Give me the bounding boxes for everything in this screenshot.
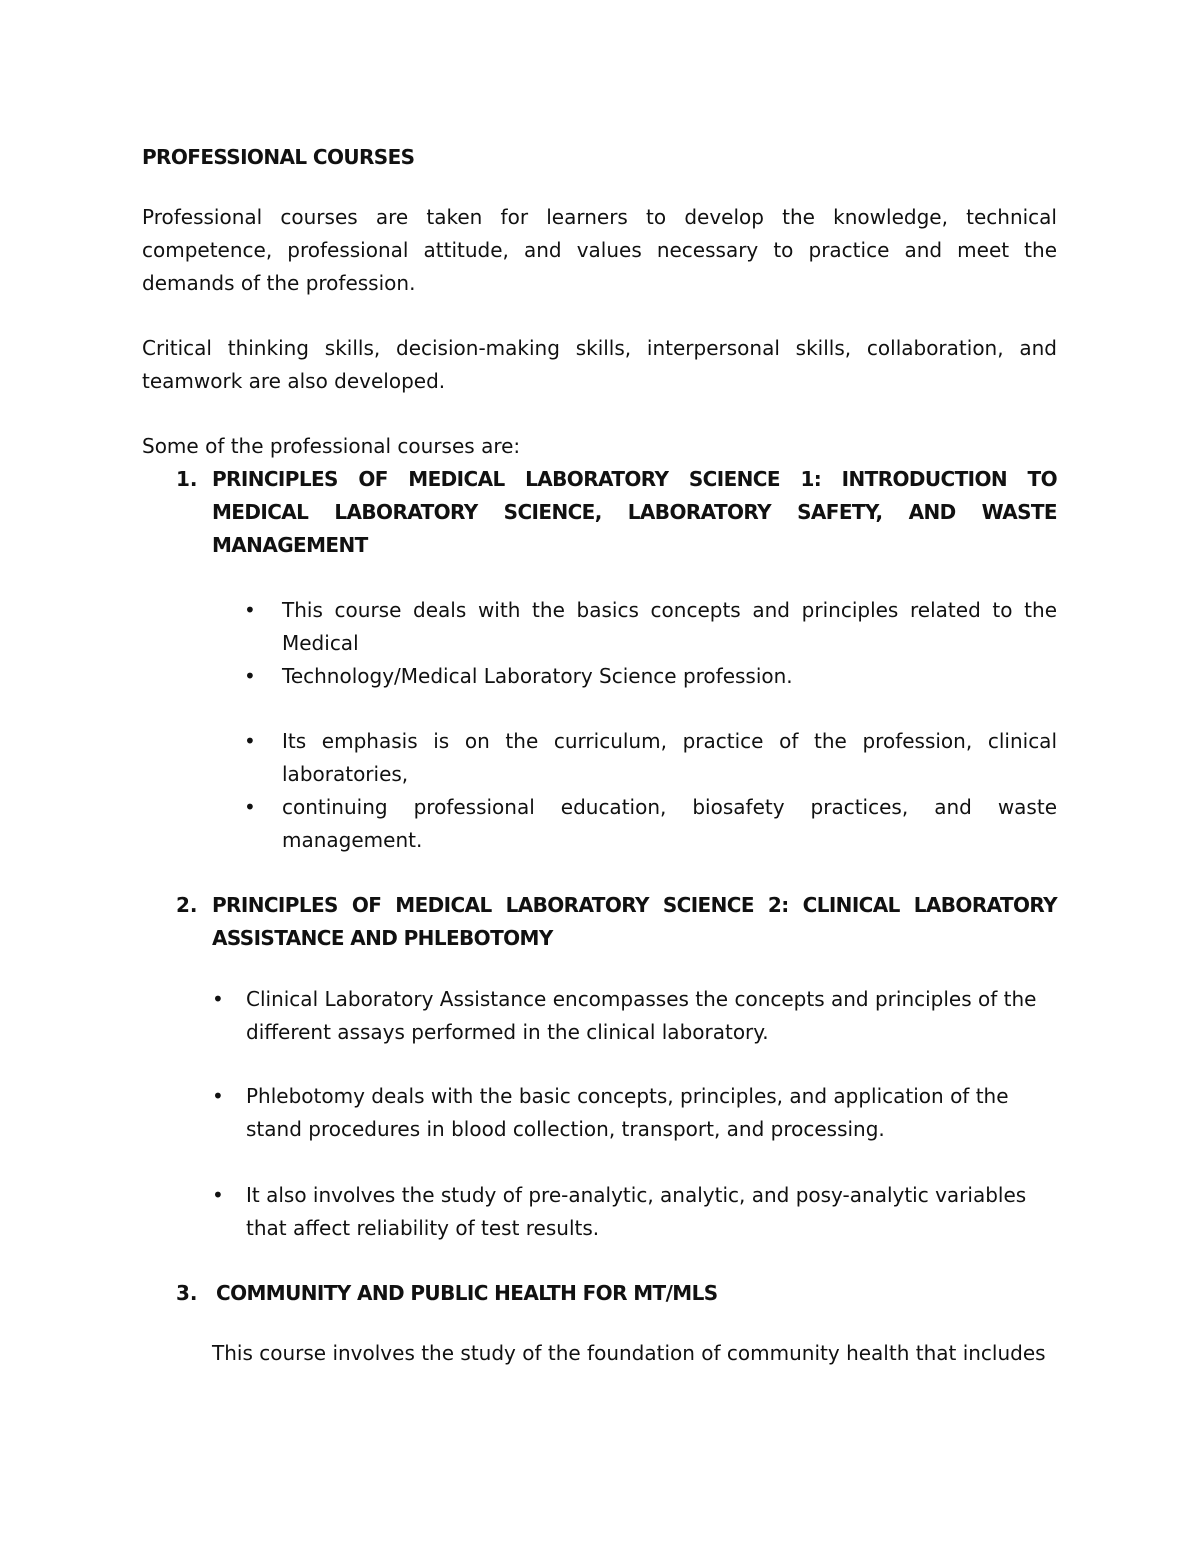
course-number: 2.	[176, 893, 198, 917]
skills-paragraph: Critical thinking skills, decision-making skills, interpersonal skills, collaboration, and teamwork are also developed.	[142, 336, 1057, 393]
list-item: This course deals with the basics concepts and principles related to the Medical	[282, 598, 1057, 655]
list-item: Technology/Medical Laboratory Science profession.	[282, 664, 793, 688]
intro-paragraph: Professional courses are taken for learners to develop the knowledge, technical competence, professional attitude, and values necessary to practice and meet the demands of the profession.	[142, 205, 1057, 295]
bullet-icon: •	[212, 1183, 224, 1207]
course-title: PRINCIPLES OF MEDICAL LABORATORY SCIENCE 2: CLINICAL LABORATORY ASSISTANCE AND PHLEBOTOMY	[212, 893, 1057, 950]
bullet-icon: •	[244, 598, 256, 622]
list-item: Its emphasis is on the curriculum, practice of the profession, clinical laboratories,	[282, 729, 1057, 786]
list-item: Clinical Laboratory Assistance encompasses the concepts and principles of the different assays performed in the clinical laboratory.	[246, 987, 1037, 1044]
list-intro: Some of the professional courses are:	[142, 434, 521, 458]
list-item: It also involves the study of pre-analytic, analytic, and posy-analytic variables that affect reliability of test results.	[246, 1183, 1027, 1240]
course-number: 1.	[176, 467, 198, 491]
course-title: PRINCIPLES OF MEDICAL LABORATORY SCIENCE 1: INTRODUCTION TO MEDICAL LABORATORY SCIENCE, LABORATORY SAFETY, AND WASTE MANAGEMENT	[212, 467, 1057, 557]
course-title: COMMUNITY AND PUBLIC HEALTH FOR MT/MLS	[216, 1281, 718, 1305]
list-item: Phlebotomy deals with the basic concepts, principles, and application of the stand procedures in blood collection, transport, and processing.	[246, 1084, 1009, 1141]
course-description: This course involves the study of the foundation of community health that includes	[212, 1341, 1046, 1365]
course-number: 3.	[176, 1281, 198, 1305]
bullet-icon: •	[212, 987, 224, 1011]
list-item: continuing professional education, biosafety practices, and waste management.	[282, 795, 1057, 852]
bullet-icon: •	[244, 664, 256, 688]
bullet-icon: •	[244, 729, 256, 753]
page-heading: PROFESSIONAL COURSES	[142, 145, 415, 169]
bullet-icon: •	[244, 795, 256, 819]
bullet-icon: •	[212, 1084, 224, 1108]
